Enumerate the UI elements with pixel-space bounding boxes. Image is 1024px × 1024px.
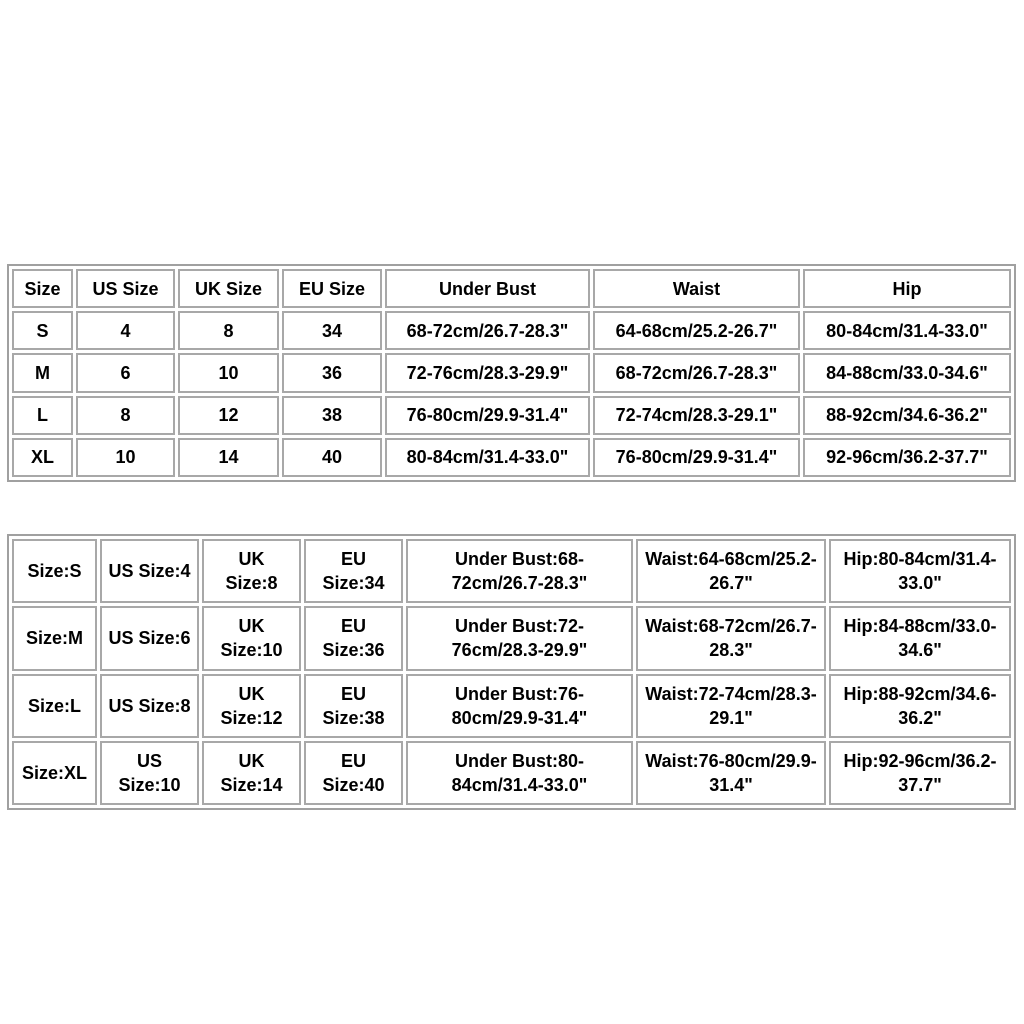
table-cell — [100, 606, 199, 670]
cell-line: UK — [238, 616, 265, 637]
table-cell — [636, 606, 826, 670]
header-cell: Waist — [593, 269, 800, 308]
cell-line: Hip:80-84cm/31.4- — [843, 549, 997, 570]
table-row — [12, 539, 1011, 603]
table-cell — [406, 606, 633, 670]
cell-line: UK — [238, 683, 265, 704]
cell-line: Size:8 — [225, 573, 278, 594]
cell-line: Size:10 — [220, 640, 283, 661]
cell-line: 37.7" — [898, 774, 942, 795]
table-cell: 14 — [178, 438, 279, 477]
header-cell: Size — [12, 269, 73, 308]
table-cell: 6 — [76, 353, 175, 392]
cell-line: EU — [340, 616, 366, 637]
table-cell — [12, 741, 97, 805]
cell-line: Size:M — [25, 628, 83, 649]
cell-line: Size:L — [27, 695, 81, 716]
cell-line: 84cm/31.4-33.0" — [451, 774, 588, 795]
header-cell: Hip — [803, 269, 1011, 308]
table-cell: 10 — [178, 353, 279, 392]
table-cell: 38 — [282, 396, 382, 435]
cell-line: Under Bust:72- — [454, 616, 584, 637]
cell-line: Under Bust:68- — [454, 549, 584, 570]
cell-line: Size:S — [27, 561, 82, 582]
cell-line: EU — [340, 549, 366, 570]
cell-line: Hip:92-96cm/36.2- — [843, 750, 997, 771]
table-cell: 8 — [76, 396, 175, 435]
table-cell — [304, 674, 403, 738]
table-cell: 12 — [178, 396, 279, 435]
cell-line: 28.3" — [709, 640, 753, 661]
table-cell — [829, 674, 1011, 738]
cell-line: Size:34 — [322, 573, 385, 594]
cell-line: 76cm/28.3-29.9" — [451, 640, 588, 661]
table-cell — [406, 674, 633, 738]
header-cell: UK Size — [178, 269, 279, 308]
size-chart-table-detailed — [7, 534, 1016, 810]
table-cell — [202, 741, 301, 805]
size-chart-table — [7, 264, 1016, 482]
table-cell: 68-72cm/26.7-28.3" — [593, 353, 800, 392]
table-cell: 10 — [76, 438, 175, 477]
table-cell: 84-88cm/33.0-34.6" — [803, 353, 1011, 392]
table-cell: M — [12, 353, 73, 392]
cell-line: Under Bust:76- — [454, 683, 584, 704]
cell-line: 36.2" — [898, 707, 942, 728]
header-cell: Under Bust — [385, 269, 590, 308]
cell-line: Size:XL — [21, 762, 87, 783]
table-row — [12, 674, 1011, 738]
table-cell — [304, 539, 403, 603]
cell-line: Waist:76-80cm/29.9- — [645, 750, 817, 771]
cell-line: Waist:68-72cm/26.7- — [645, 616, 817, 637]
cell-line: EU — [340, 683, 366, 704]
cell-line: 31.4" — [709, 774, 753, 795]
table-cell — [304, 606, 403, 670]
cell-line: Size:12 — [220, 707, 283, 728]
table-cell: L — [12, 396, 73, 435]
table-cell: 92-96cm/36.2-37.7" — [803, 438, 1011, 477]
cell-line: Under Bust:80- — [454, 750, 584, 771]
cell-line: Hip:84-88cm/33.0- — [843, 616, 997, 637]
table-cell — [829, 539, 1011, 603]
table-cell — [636, 674, 826, 738]
table-cell — [636, 539, 826, 603]
table-row — [12, 353, 1011, 392]
table-cell — [100, 539, 199, 603]
table-cell — [406, 741, 633, 805]
cell-line: 80cm/29.9-31.4" — [451, 707, 588, 728]
cell-line: EU — [340, 750, 366, 771]
header-cell: US Size — [76, 269, 175, 308]
table-cell: 64-68cm/25.2-26.7" — [593, 311, 800, 350]
table-cell — [202, 674, 301, 738]
cell-line: 34.6" — [898, 640, 942, 661]
table-cell: 8 — [178, 311, 279, 350]
cell-line: Size:36 — [322, 640, 385, 661]
table-cell: 68-72cm/26.7-28.3" — [385, 311, 590, 350]
table-cell: 34 — [282, 311, 382, 350]
table-cell: S — [12, 311, 73, 350]
table-cell: 72-76cm/28.3-29.9" — [385, 353, 590, 392]
table-cell — [304, 741, 403, 805]
table-row — [12, 606, 1011, 670]
table-cell — [100, 741, 199, 805]
table-cell — [12, 606, 97, 670]
table-cell — [202, 606, 301, 670]
table-cell — [636, 741, 826, 805]
table-cell: XL — [12, 438, 73, 477]
header-cell: EU Size — [282, 269, 382, 308]
table-row — [12, 741, 1011, 805]
table-cell: 76-80cm/29.9-31.4" — [385, 396, 590, 435]
cell-line: Waist:64-68cm/25.2- — [645, 549, 817, 570]
cell-line: Hip:88-92cm/34.6- — [843, 683, 997, 704]
table-row — [12, 396, 1011, 435]
table-cell — [100, 674, 199, 738]
table-cell: 40 — [282, 438, 382, 477]
cell-line: Size:38 — [322, 707, 385, 728]
cell-line: US Size:4 — [108, 561, 191, 582]
table-row — [12, 311, 1011, 350]
table-cell — [12, 674, 97, 738]
table-cell: 36 — [282, 353, 382, 392]
cell-line: Size:40 — [322, 774, 385, 795]
table-cell: 4 — [76, 311, 175, 350]
table-cell — [202, 539, 301, 603]
table-cell — [829, 741, 1011, 805]
table-cell: 80-84cm/31.4-33.0" — [385, 438, 590, 477]
table-cell: 88-92cm/34.6-36.2" — [803, 396, 1011, 435]
table-cell: 76-80cm/29.9-31.4" — [593, 438, 800, 477]
cell-line: Waist:72-74cm/28.3- — [645, 683, 817, 704]
table-header-row — [12, 269, 1011, 308]
cell-line: UK — [238, 750, 265, 771]
cell-line: 29.1" — [709, 707, 753, 728]
cell-line: 26.7" — [709, 573, 753, 594]
table-cell — [829, 606, 1011, 670]
table-cell: 72-74cm/28.3-29.1" — [593, 396, 800, 435]
cell-line: Size:14 — [220, 774, 283, 795]
table-row — [12, 438, 1011, 477]
cell-line: US Size:6 — [108, 628, 191, 649]
cell-line: 72cm/26.7-28.3" — [451, 573, 588, 594]
table-cell — [12, 539, 97, 603]
cell-line: US — [136, 750, 162, 771]
table-cell: 80-84cm/31.4-33.0" — [803, 311, 1011, 350]
cell-line: UK — [238, 549, 265, 570]
table-cell — [406, 539, 633, 603]
cell-line: Size:10 — [118, 774, 181, 795]
cell-line: 33.0" — [898, 573, 942, 594]
cell-line: US Size:8 — [108, 695, 191, 716]
